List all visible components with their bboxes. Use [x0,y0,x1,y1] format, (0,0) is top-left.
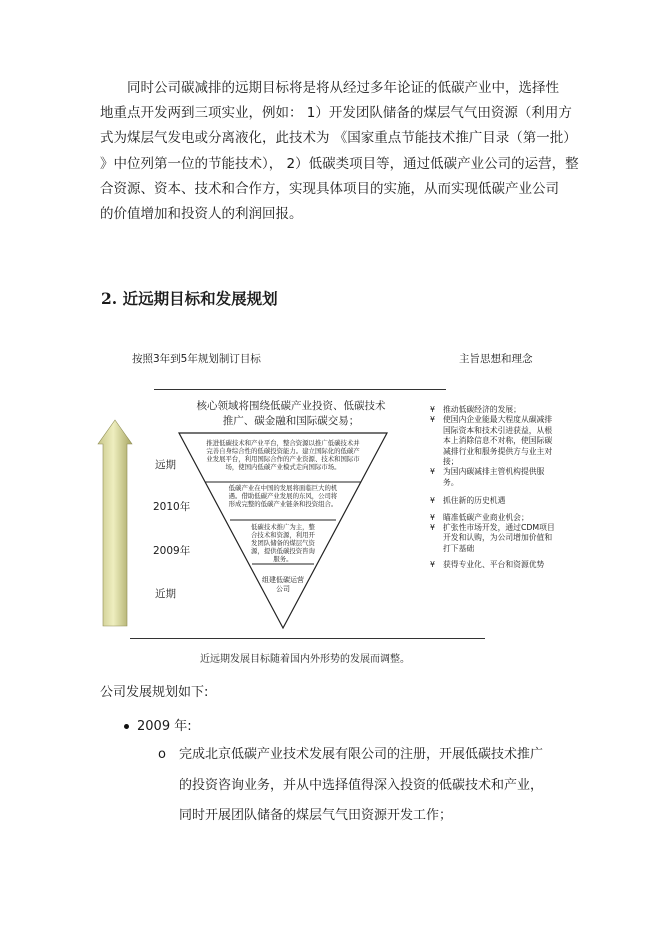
intro-line: 合资源、资本、技术和合作方，实现具体项目的实施，从而实现低碳产业公司 [100,180,559,197]
intro-line: 同时公司碳减排的远期目标将是将从经过多年论证的低碳产业中，选择性 [127,80,559,96]
yen-bullet-icon: ¥ [430,560,435,570]
pyramid-tier-2-text: 低碳产业在中国的发展将面临巨大的机遇。借助低碳产业发展的东风，公司将形成完整的低碳产业链条和投资组合。 [228,484,338,508]
right-note: ¥ 推动低碳经济的发展； [430,405,521,414]
sub-bullet-icon: o [158,747,166,762]
yen-bullet-icon: ¥ [430,512,435,522]
diagram-caption: 近远期发展目标随着国内外形势的发展而调整。 [200,654,410,665]
timeline-label-2009: 2009年 [153,545,191,557]
yen-bullet-icon: ¥ [430,415,435,425]
timeline-label-near: 近期 [155,588,176,600]
intro-line: 地重点开发两到三项实业，例如： 1）开发团队储备的煤层气气田资源（利用方 [100,105,572,122]
core-focus-text: 核心领域将围绕低碳产业投资、低碳技术推广、碳金融和国际碳交易； [196,400,386,427]
timeline-label-far: 远期 [155,459,176,471]
right-note: ¥ 获得专业化、平台和资源优势 [430,560,545,570]
right-note: ¥ 使国内企业能最大程度从碳减排国际资本和技术引进获益，从根本上消除信息不对称，使国际碳减排行业和服务提供方与业主对接； [430,415,553,467]
intro-line: 式为煤层气发电或分离液化，此技术为 《国家重点节能技术推广目录（第一批） [100,130,577,147]
intro-line: 的价值增加和投资人的利润回报。 [100,206,303,223]
section-heading: 2. 近远期目标和发展规划 [101,289,278,308]
right-note: ¥ 抓住新的历史机遇 [430,496,506,506]
diagram-right-label: 主旨思想和理念 [459,353,533,365]
intro-line: 》中位列第一位的节能技术）， 2）低碳类项目等，通过低碳产业公司的运营，整 [100,155,579,172]
plan-sub-line: 同时开展团队储备的煤层气气田资源开发工作； [179,808,453,823]
timeline-label-2010: 2010年 [153,501,191,513]
diagram-left-label: 按照3年到5年规划制订目标 [132,353,261,365]
yen-bullet-icon: ¥ [430,496,435,506]
right-note: ¥ 为国内碳减排主管机构提供服务。 [430,467,545,487]
pyramid-tier-4-text: 组建低碳运营公司 [262,576,304,593]
plan-sub-line: 的投资咨询业务，并从中选择值得深入投资的低碳技术和产业， [179,777,544,793]
plan-year-bullet [124,715,192,734]
pyramid-tier-3-text: 低碳技术推广为主，整合技术和资源，利用开发团队储备的煤层气资源，提供低碳投资咨询服务。 [251,523,315,563]
bullet-dot-icon [124,724,129,729]
right-note: ¥ 瞄准低碳产业商业机会； [430,512,529,522]
right-note: ¥ 扩张性市场开发，通过CDM项目开发和认购，为公司增加价值和打下基础 [430,523,555,553]
plan-intro: 公司发展规划如下: [100,685,209,700]
yen-bullet-icon: ¥ [430,523,435,533]
plan-sub-line: 完成北京低碳产业技术发展有限公司的注册，开展低碳技术推广 [179,747,544,762]
yen-bullet-icon: ¥ [430,405,435,414]
pyramid-tier-1-text: 推进低碳技术和产业平台，整合资源以推广低碳技术并完善自身综合性的低碳投资能力。建立国际化的低碳产业发展平台，利用国际合作的产业资源、技术和国际市场，使国内低碳产业模式走向国际市场。 [206,439,360,471]
yen-bullet-icon: ¥ [430,467,435,477]
right-notes [430,405,558,571]
plan-year-label: 2009 年: [137,719,192,734]
plan-sub-item [158,740,578,832]
timeline-arrow [98,420,132,626]
diagram-bottom-rule [130,638,485,639]
